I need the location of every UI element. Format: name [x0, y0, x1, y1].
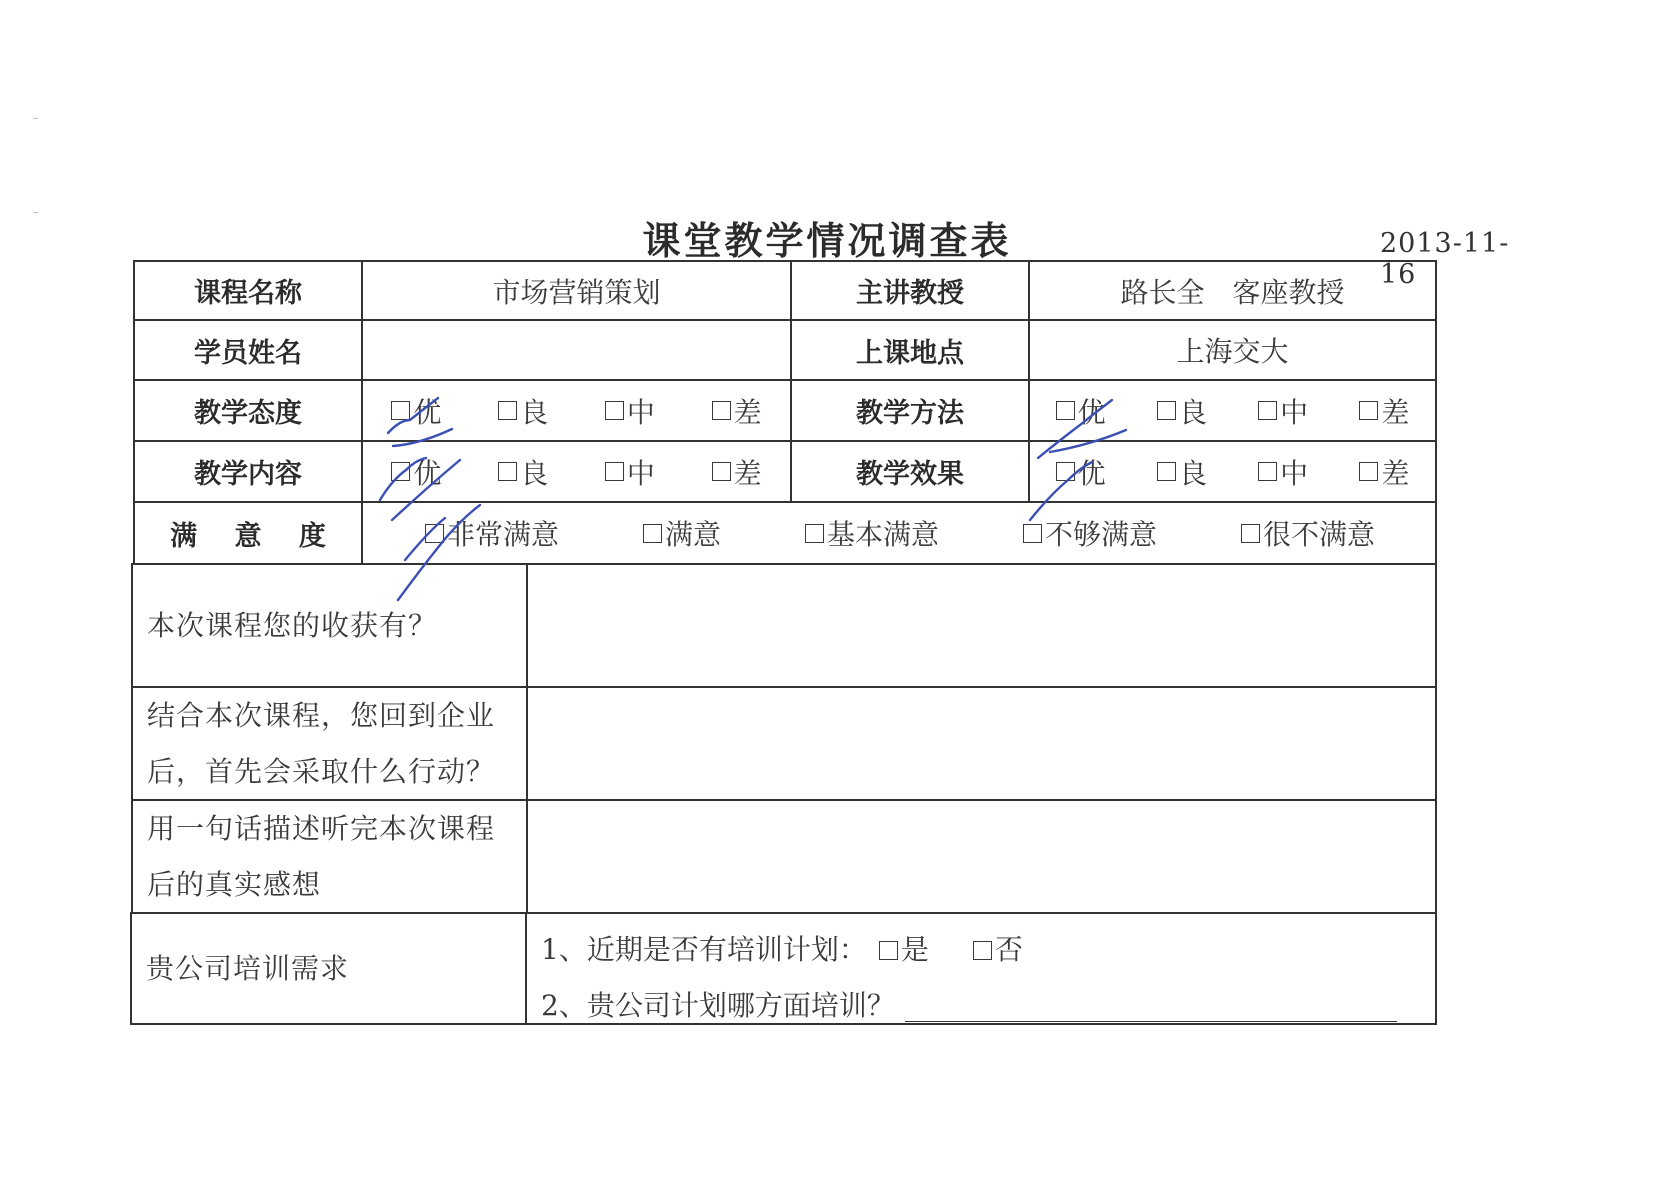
rating-attitude-options [361, 379, 792, 442]
rating-effect-label: 教学效果 [790, 440, 1030, 503]
satisfaction-option[interactable]: 满意 [643, 513, 721, 553]
rating-option[interactable]: 中 [1258, 391, 1308, 431]
rating-option[interactable]: 中 [605, 391, 655, 431]
satisfaction-option[interactable]: 很不满意 [1241, 513, 1375, 553]
rating-option[interactable]: 良 [498, 391, 548, 431]
checkbox-icon[interactable] [879, 941, 898, 960]
rating-option[interactable]: 良 [498, 452, 548, 492]
question-gains-answer[interactable] [526, 563, 1437, 688]
checkbox-icon[interactable] [1258, 401, 1277, 420]
lecturer-label: 主讲教授 [790, 260, 1030, 321]
rating-option[interactable]: 优 [1056, 452, 1106, 492]
checkbox-icon[interactable] [805, 524, 824, 543]
rating-content-label: 教学内容 [133, 440, 363, 503]
satisfaction-option[interactable]: 非常满意 [425, 513, 559, 553]
rating-option[interactable]: 良 [1157, 452, 1207, 492]
checkbox-icon[interactable] [498, 462, 517, 481]
checkbox-icon[interactable] [391, 462, 410, 481]
question-feeling-answer[interactable] [526, 799, 1437, 914]
satisfaction-label: 满 意 度 [133, 501, 363, 565]
checkbox-icon[interactable] [1258, 462, 1277, 481]
scan-speck [33, 118, 38, 119]
rating-option[interactable]: 优 [1056, 391, 1106, 431]
satisfaction-options [361, 501, 1437, 565]
location-value[interactable]: 上海交大 [1028, 319, 1437, 381]
checkbox-icon[interactable] [1359, 462, 1378, 481]
checkbox-icon[interactable] [712, 462, 731, 481]
training-plan-question: 1、近期是否有培训计划： 是 否 [541, 933, 1023, 966]
question-action-answer[interactable] [526, 686, 1437, 801]
rating-option[interactable]: 良 [1157, 391, 1207, 431]
checkbox-icon[interactable] [643, 524, 662, 543]
rating-method-label: 教学方法 [790, 379, 1030, 442]
form-title: 课堂教学情况调查表 [642, 219, 1012, 263]
checkbox-icon[interactable] [498, 401, 517, 420]
checkbox-icon[interactable] [1023, 524, 1042, 543]
satisfaction-option[interactable]: 不够满意 [1023, 513, 1157, 553]
question-action-label: 结合本次课程，您回到企业后，首先会采取什么行动？ [131, 686, 528, 801]
rating-method-options [1028, 379, 1437, 442]
rating-option[interactable]: 差 [1359, 452, 1409, 492]
course-value[interactable]: 市场营销策划 [361, 260, 792, 321]
checkbox-icon[interactable] [1056, 462, 1075, 481]
checkbox-icon[interactable] [425, 524, 444, 543]
student-label: 学员姓名 [133, 319, 363, 381]
form-date: 2013-11-16 [1380, 228, 1510, 290]
question-feeling-label: 用一句话描述听完本次课程后的真实感想 [131, 799, 528, 914]
rating-content-options [361, 440, 792, 503]
rating-option[interactable]: 差 [1359, 391, 1409, 431]
checkbox-icon[interactable] [605, 401, 624, 420]
rating-option[interactable]: 中 [605, 452, 655, 492]
rating-option[interactable]: 优 [391, 452, 441, 492]
checkbox-icon[interactable] [1157, 462, 1176, 481]
checkbox-icon[interactable] [973, 941, 992, 960]
lecturer-value[interactable]: 路长全 客座教授 [1028, 260, 1437, 321]
checkbox-icon[interactable] [1056, 401, 1075, 420]
checkbox-icon[interactable] [391, 401, 410, 420]
training-area-input[interactable] [905, 991, 1397, 1022]
rating-attitude-label: 教学态度 [133, 379, 363, 442]
checkbox-icon[interactable] [605, 462, 624, 481]
course-label: 课程名称 [133, 260, 363, 321]
training-area-question: 2、贵公司计划哪方面培训？ [541, 978, 1435, 1034]
training-needs-body [525, 912, 1437, 1025]
satisfaction-option[interactable]: 基本满意 [805, 513, 939, 553]
location-label: 上课地点 [790, 319, 1030, 381]
rating-option[interactable]: 差 [712, 391, 762, 431]
rating-option[interactable]: 中 [1258, 452, 1308, 492]
question-gains-label: 本次课程您的收获有？ [131, 563, 528, 688]
checkbox-icon[interactable] [1157, 401, 1176, 420]
rating-effect-options [1028, 440, 1437, 503]
training-needs-label: 贵公司培训需求 [130, 912, 527, 1025]
rating-option[interactable]: 优 [391, 391, 441, 431]
student-value[interactable] [361, 319, 792, 381]
checkbox-icon[interactable] [1359, 401, 1378, 420]
checkbox-icon[interactable] [712, 401, 731, 420]
rating-option[interactable]: 差 [712, 452, 762, 492]
checkbox-icon[interactable] [1241, 524, 1260, 543]
